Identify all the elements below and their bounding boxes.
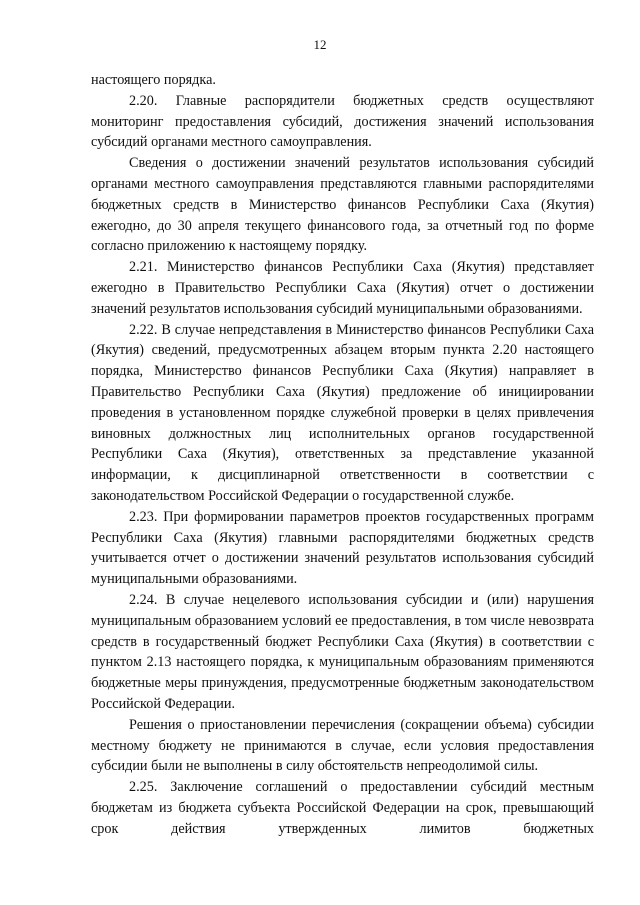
paragraph-2-24: 2.24. В случае нецелевого использования субсидии и (или) нарушения муниципальным образованием условий ее предоставления, в том числе невозврата средств в государственный бюджет Республики Саха (Якутия) в соответствии с пунктом 2.13 настоящего порядка, к муниципальным образованиям применяются бюджетные меры принуждения, предусмотренные бюджетным законодательством Российской Федерации. — [91, 591, 594, 712]
paragraph-2-24-decisions: Решения о приостановлении перечисления (сокращении объема) субсидии местному бюджету не принимаются в случае, если условия предоставления субсидии были не выполнены в силу обстоятельств непреодолимой силы. — [91, 716, 594, 775]
paragraph-2-20: 2.20. Главные распорядители бюджетных средств осуществляют мониторинг предоставления субсидий, достижения значений использования субсидий органами местного самоуправления. — [91, 92, 594, 151]
paragraph-2-23: 2.23. При формировании параметров проектов государственных программ Республики Саха (Якутия) главными распорядителями бюджетных средств учитывается отчет о достижении значений результатов использования субсидий муниципальными образованиями. — [91, 508, 594, 588]
paragraph-continuation: настоящего порядка. — [91, 72, 216, 88]
paragraph-2-21: 2.21. Министерство финансов Республики Саха (Якутия) представляет ежегодно в Правительство Республики Саха (Якутия) отчет о достижении значений результатов использования субсидий муниципальными образованиями. — [91, 259, 594, 317]
paragraph-2-25: 2.25. Заключение соглашений о предоставлении субсидий местным бюджетам из бюджета субъекта Российской Федерации на срок, превышающий срок действия утвержденных лимитов бюджетных — [91, 779, 594, 837]
page-number: 12 — [313, 37, 327, 52]
paragraph-2-22: 2.22. В случае непредставления в Министерство финансов Республики Саха (Якутия) сведений, предусмотренных абзацем вторым пункта 2.20 настоящего порядка, Министерство финансов Республики Саха (Якутия) направляет в Правительство Республики Саха (Якутия) предложение об инициировании проведения в установленном порядке служебной проверки в целях привлечения виновных должностных лиц исполнительных органов государственной Республики Саха (Якутия), ответственных за представление указанной информации, к дисциплинарной ответственности в соответствии с законодательством Российской Федерации о государственной службе. — [91, 321, 594, 504]
paragraph-2-20-details: Сведения о достижении значений результатов использования субсидий органами местного самоуправления представляются главными распорядителями бюджетных средств в Министерство финансов Республики Саха (Якутия) ежегодно, до 30 апреля текущего финансового года, за отчетный год по форме согласно приложению к настоящему порядку. — [91, 155, 594, 255]
document-body — [91, 70, 594, 839]
